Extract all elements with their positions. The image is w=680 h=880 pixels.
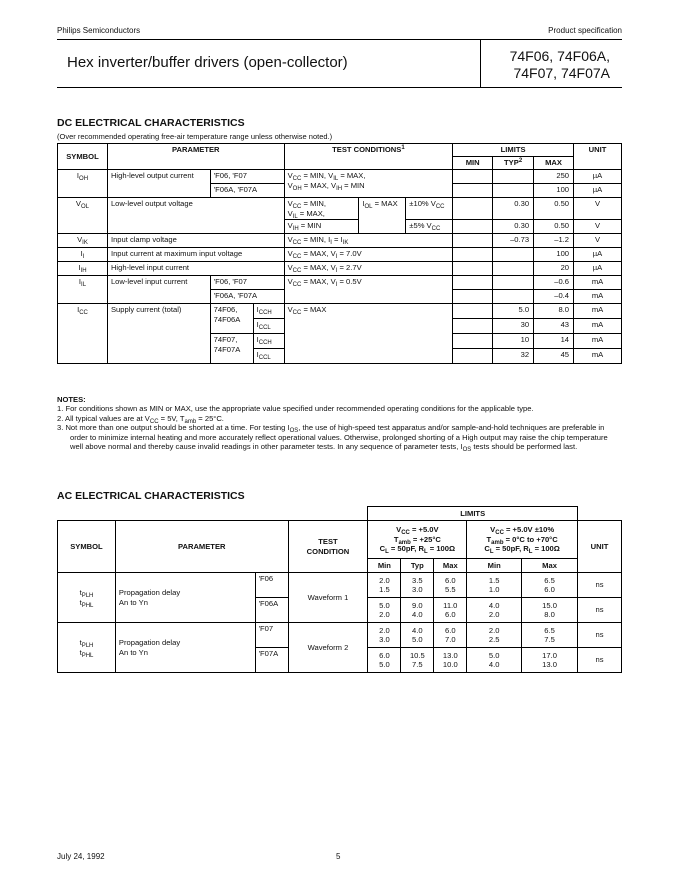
unit-icc-2: mA [574, 319, 622, 334]
table-row [58, 623, 622, 648]
ac-header-limits-range: $V_{CC} = +5.0V \pm 10\%$ $T_{amb} = 0^\circ C$ to +70°C $C_L = 50pF$, $R_L = 100\Omega$ [467, 521, 578, 559]
ac-header-max: Max [434, 559, 467, 573]
device-icc-1: 74F06, 74F06A [210, 304, 253, 334]
ac-header-limits: LIMITS [368, 507, 578, 521]
ac-r1-unit: ns [577, 573, 621, 598]
header-divider [480, 40, 481, 87]
table-row [58, 248, 622, 262]
ac-header-test-condition: TEST CONDITION [288, 521, 368, 573]
unit-ioh-2: µA [574, 184, 622, 198]
ac-symbol-1: $t_{PLH}$ $t_{PHL}$ [58, 573, 116, 623]
cond-ioh: $V_{CC}$ = MIN, $V_{IL}$ = MAX, $V_{OH}$ = MAX, $V_{IH}$ = MIN [284, 170, 453, 198]
dc-section-subtitle: (Over recommended operating free-air temperature range unless otherwise noted.) [57, 132, 333, 141]
max-icc-4: 45 [534, 349, 574, 364]
ac-header-min: Min [368, 559, 401, 573]
ac-symbol-2: $t_{PLH}$ $t_{PHL}$ [58, 623, 116, 673]
table-row [58, 262, 622, 276]
cond-icch-2: $I_{CCH}$ [253, 334, 284, 349]
dc-section-title: DC ELECTRICAL CHARACTERISTICS [57, 117, 245, 129]
ac-r4-unit: ns [577, 648, 621, 673]
param-iil: Low-level input current [107, 276, 210, 304]
page-title: Hex inverter/buffer drivers (open-collector) [67, 54, 348, 71]
note-3: 3. Not more than one output should be shorted at a time. For testing $I_{OS}$, the use of high-speed test apparatus and/or sample-and-hold techniques are preferable in order to minimize internal heating and more accurately reflect operational values. Otherwise, prolonged shorting of a High output may raise the chip temperature well above normal and thereby cause invalid readings in other parameter tests. In any sequence of parameter tests, $I_{OS}$ tests should be performed last. [57, 423, 608, 454]
table-row [58, 573, 622, 598]
ac-param-2: Propagation delay An to Yn [115, 623, 255, 673]
dc-header-unit: UNIT [574, 144, 622, 170]
max-ioh-2: 100 [534, 184, 574, 198]
part-numbers [510, 48, 610, 82]
table-row [58, 198, 622, 220]
unit-vik: V [574, 234, 622, 248]
ac-header-parameter: PARAMETER [115, 521, 288, 573]
param-ioh: High-level output current [107, 170, 210, 198]
ac-device-f06: 'F06 [255, 573, 288, 598]
cond-ii: $V_{CC}$ = MAX, $V_I = 7.0V$ [284, 248, 453, 262]
dc-characteristics-table [57, 143, 622, 364]
ac-r4-typ: 10.5 7.5 [401, 648, 434, 673]
cond-iccl-1: $I_{CCL}$ [253, 319, 284, 334]
footer-date: July 24, 1992 [57, 852, 105, 861]
max-vik: –1.2 [534, 234, 574, 248]
ac-r2-unit: ns [577, 598, 621, 623]
cond-vol-a: $V_{CC}$ = MIN, $V_{IL}$ = MAX, [284, 198, 359, 220]
max-iih: 20 [534, 262, 574, 276]
unit-vol-1: V [574, 198, 622, 220]
max-iil-1: –0.6 [534, 276, 574, 290]
param-iih: High-level input current [107, 262, 284, 276]
unit-ioh-1: µA [574, 170, 622, 184]
symbol-vol: $V_{OL}$ [58, 198, 108, 234]
cond-icc: $V_{CC}$ = MAX [284, 304, 453, 364]
ac-device-f07a: 'F07A [255, 648, 288, 673]
param-ii: Input current at maximum input voltage [107, 248, 284, 262]
typ-vik: –0.73 [493, 234, 534, 248]
ac-r2-typ: 9.0 4.0 [401, 598, 434, 623]
notes-heading: NOTES: [57, 395, 86, 404]
typ-icc-3: 10 [493, 334, 534, 349]
ac-device-f06a: 'F06A [255, 598, 288, 623]
company-name: Philips Semiconductors [57, 26, 141, 35]
ac-r3-unit: ns [577, 623, 621, 648]
table-row [58, 234, 622, 248]
ac-characteristics-table [57, 506, 622, 673]
device-ioh-2: 'F06A, 'F07A [210, 184, 284, 198]
ac-device-f07: 'F07 [255, 623, 288, 648]
cond-vol-iol: $I_{OL}$ = MAX [359, 198, 406, 220]
symbol-iil: $I_{IL}$ [58, 276, 108, 304]
ac-r1-typ: 3.5 3.0 [401, 573, 434, 598]
ac-header-unit: UNIT [577, 521, 621, 573]
typ-vol-2: 0.30 [493, 220, 534, 234]
ac-r3-min: 2.0 3.0 [368, 623, 401, 648]
table-row [58, 276, 622, 290]
note-2: 2. All typical values are at $V_{CC} = 5V$, $T_{amb} = 25^\circ C$. [57, 413, 224, 425]
cond-vik: $V_{CC}$ = MIN, $I_I = I_{IK}$ [284, 234, 453, 248]
typ-icc-2: 30 [493, 319, 534, 334]
ac-header-symbol: SYMBOL [58, 521, 116, 573]
ac-r1-max: 6.0 5.5 [434, 573, 467, 598]
document-type: Product specification [548, 26, 622, 35]
ac-r1-min2: 1.5 1.0 [467, 573, 522, 598]
ac-r3-max: 6.0 7.0 [434, 623, 467, 648]
cond-icch-1: $I_{CCH}$ [253, 304, 284, 319]
dc-header-min: MIN [453, 157, 493, 170]
dc-header-parameter: PARAMETER [107, 144, 284, 170]
ac-r4-min2: 5.0 4.0 [467, 648, 522, 673]
ac-r4-min: 6.0 5.0 [368, 648, 401, 673]
max-ii: 100 [534, 248, 574, 262]
unit-icc-3: mA [574, 334, 622, 349]
typ-icc-4: 32 [493, 349, 534, 364]
symbol-ii: $I_I$ [58, 248, 108, 262]
ac-r2-max2: 15.0 8.0 [522, 598, 578, 623]
unit-iil-1: mA [574, 276, 622, 290]
unit-icc-4: mA [574, 349, 622, 364]
param-icc: Supply current (total) [107, 304, 210, 364]
table-row [58, 170, 622, 184]
ac-header-min-2: Min [467, 559, 522, 573]
device-ioh-1: 'F06, 'F07 [210, 170, 284, 184]
dc-header-typ: TYP$^2$ [493, 157, 534, 170]
ac-param-1: Propagation delay An to Yn [115, 573, 255, 623]
ac-r3-max2: 6.5 7.5 [522, 623, 578, 648]
unit-iil-2: mA [574, 290, 622, 304]
symbol-ioh: $I_{OH}$ [58, 170, 108, 198]
cond-vol-tol2: ±5% $V_{CC}$ [406, 220, 453, 234]
ac-r2-min: 5.0 2.0 [368, 598, 401, 623]
ac-header-typ: Typ [401, 559, 434, 573]
ac-r3-min2: 2.0 2.5 [467, 623, 522, 648]
max-vol-1: 0.50 [534, 198, 574, 220]
ac-r2-min2: 4.0 2.0 [467, 598, 522, 623]
part-line-1: 74F06, 74F06A, [509, 48, 610, 64]
max-icc-2: 43 [534, 319, 574, 334]
symbol-icc: $I_{CC}$ [58, 304, 108, 364]
ac-r4-max: 13.0 10.0 [434, 648, 467, 673]
cond-vol-tol1: ±10% $V_{CC}$ [406, 198, 453, 220]
ac-r4-max2: 17.0 13.0 [522, 648, 578, 673]
dc-header-limits: LIMITS [453, 144, 574, 157]
dc-header-symbol: SYMBOL [58, 144, 108, 170]
table-row [58, 304, 622, 319]
header-bottom-rule [57, 87, 622, 88]
ac-r3-typ: 4.0 5.0 [401, 623, 434, 648]
dc-header-test-conditions: TEST CONDITIONS$^1$ [284, 144, 453, 170]
page-number: 5 [336, 852, 341, 861]
ac-waveform-1: Waveform 1 [288, 573, 368, 623]
symbol-iih: $I_{IH}$ [58, 262, 108, 276]
device-iil-1: 'F06, 'F07 [210, 276, 284, 290]
typ-vol-1: 0.30 [493, 198, 534, 220]
ac-waveform-2: Waveform 2 [288, 623, 368, 673]
symbol-vik: $V_{IK}$ [58, 234, 108, 248]
typ-icc-1: 5.0 [493, 304, 534, 319]
header-top-rule [57, 39, 622, 40]
cond-iccl-2: $I_{CCL}$ [253, 349, 284, 364]
dc-header-max: MAX [534, 157, 574, 170]
part-line-2: 74F07, 74F07A [513, 65, 610, 81]
notes [57, 395, 622, 454]
note-1: 1. For conditions shown as MIN or MAX, use the appropriate value specified under recommended operating conditions for the applicable type. [57, 404, 534, 414]
param-vol: Low-level output voltage [107, 198, 284, 234]
max-ioh-1: 250 [534, 170, 574, 184]
cond-iil: $V_{CC}$ = MAX, $V_I = 0.5V$ [284, 276, 453, 304]
ac-section-title: AC ELECTRICAL CHARACTERISTICS [57, 490, 245, 502]
unit-ii: µA [574, 248, 622, 262]
ac-header-max-2: Max [522, 559, 578, 573]
unit-iih: µA [574, 262, 622, 276]
max-icc-1: 8.0 [534, 304, 574, 319]
device-icc-2: 74F07, 74F07A [210, 334, 253, 364]
max-icc-3: 14 [534, 334, 574, 349]
cond-iih: $V_{CC}$ = MAX, $V_I = 2.7V$ [284, 262, 453, 276]
unit-icc-1: mA [574, 304, 622, 319]
ac-r1-min: 2.0 1.5 [368, 573, 401, 598]
ac-r1-max2: 6.5 6.0 [522, 573, 578, 598]
ac-header-limits-25c: $V_{CC} = +5.0V$ $T_{amb} = +25^\circ C$ $C_L = 50pF$, $R_L = 100\Omega$ [368, 521, 467, 559]
device-iil-2: 'F06A, 'F07A [210, 290, 284, 304]
max-iil-2: –0.4 [534, 290, 574, 304]
ac-r2-max: 11.0 6.0 [434, 598, 467, 623]
unit-vol-2: V [574, 220, 622, 234]
cond-vol-b: $V_{IH}$ = MIN [284, 220, 359, 234]
max-vol-2: 0.50 [534, 220, 574, 234]
param-vik: Input clamp voltage [107, 234, 284, 248]
